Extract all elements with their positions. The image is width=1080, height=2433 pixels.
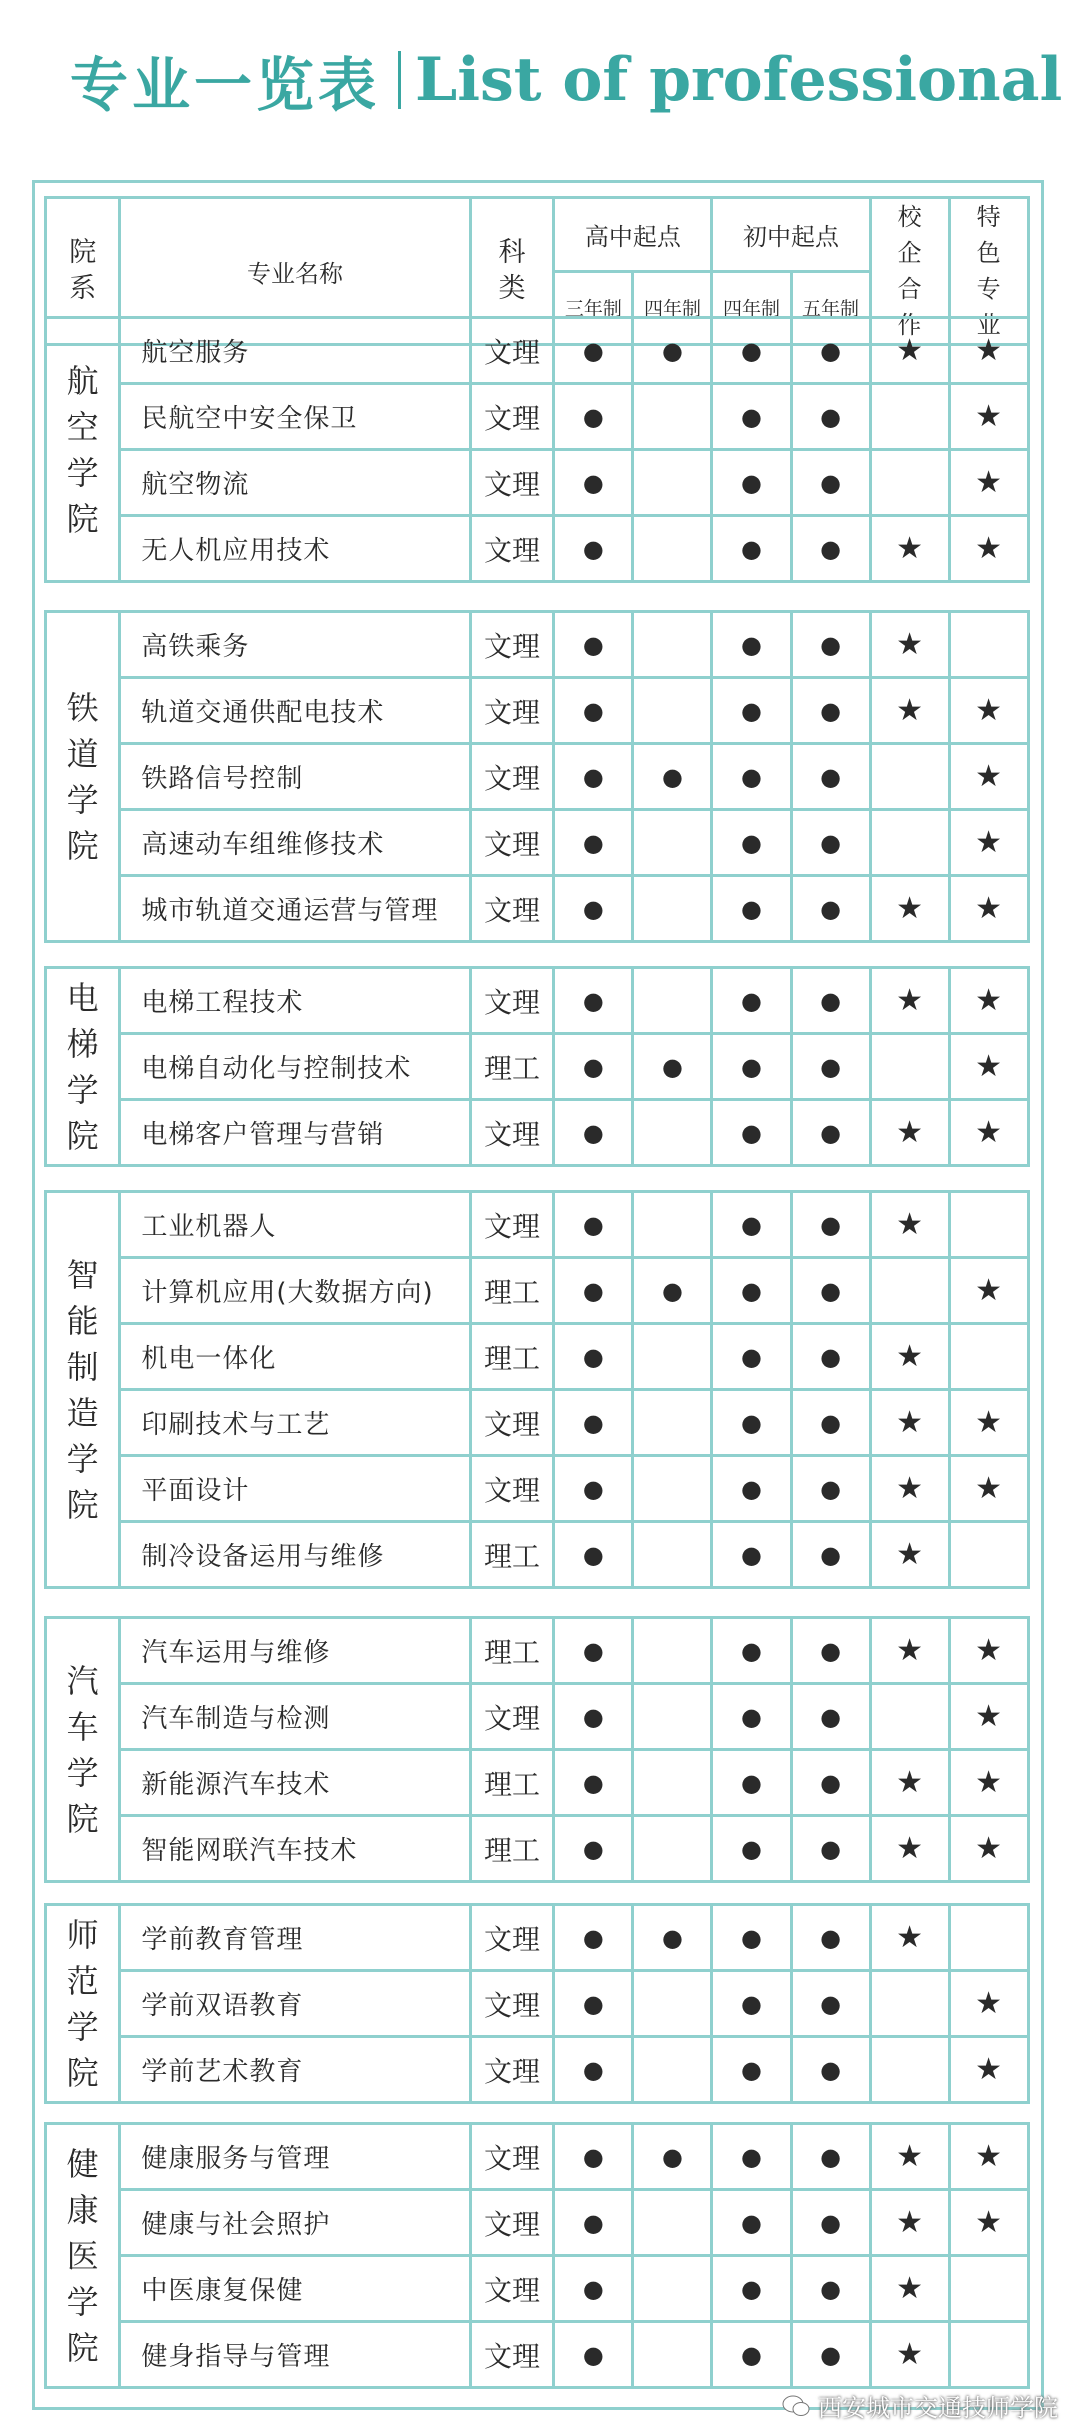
hs-three-year-dot-icon: ●: [554, 1618, 633, 1684]
hs-four-year-empty: [633, 1324, 712, 1390]
jh-five-year-dot-icon: ●: [791, 1324, 870, 1390]
table-row: [46, 876, 1029, 942]
hs-three-year-dot-icon: ●: [554, 1971, 633, 2037]
jh-four-year-dot-icon: ●: [712, 2037, 791, 2103]
jh-five-year-dot-icon: ●: [791, 968, 870, 1034]
table-row: [46, 1750, 1029, 1816]
jh-four-year-dot-icon: ●: [712, 2322, 791, 2388]
major-type: 文理: [470, 2124, 554, 2190]
table-row: [46, 516, 1029, 582]
jh-four-year-dot-icon: ●: [712, 384, 791, 450]
coop-empty: [870, 810, 949, 876]
hs-three-year-dot-icon: ●: [554, 450, 633, 516]
major-name: 计算机应用(大数据方向): [120, 1258, 470, 1324]
major-name: 健身指导与管理: [120, 2322, 470, 2388]
major-type: 文理: [470, 450, 554, 516]
coop-empty: [870, 1684, 949, 1750]
coop-star-icon: ★: [870, 1456, 949, 1522]
jh-four-year-dot-icon: ●: [712, 1100, 791, 1166]
hs-three-year-dot-icon: ●: [554, 1456, 633, 1522]
hs-three-year-dot-icon: ●: [554, 876, 633, 942]
major-type: 文理: [470, 1100, 554, 1166]
major-name: 航空物流: [120, 450, 470, 516]
coop-star-icon: ★: [870, 1750, 949, 1816]
coop-star-icon: ★: [870, 612, 949, 678]
jh-five-year-dot-icon: ●: [791, 516, 870, 582]
hs-four-year-empty: [633, 2190, 712, 2256]
hs-three-year-dot-icon: ●: [554, 2124, 633, 2190]
hs-four-year-dot-icon: ●: [633, 318, 712, 384]
table-row: [46, 1971, 1029, 2037]
hs-three-year-dot-icon: ●: [554, 744, 633, 810]
hs-three-year-dot-icon: ●: [554, 968, 633, 1034]
jh-five-year-dot-icon: ●: [791, 1034, 870, 1100]
jh-five-year-dot-icon: ●: [791, 678, 870, 744]
hs-three-year-dot-icon: ●: [554, 1324, 633, 1390]
table-row: [46, 1684, 1029, 1750]
jh-five-year-dot-icon: ●: [791, 1456, 870, 1522]
hs-three-year-dot-icon: ●: [554, 2322, 633, 2388]
table-row: [46, 318, 1029, 384]
feature-star-icon: ★: [949, 318, 1028, 384]
major-type: 文理: [470, 968, 554, 1034]
table-row: [46, 1522, 1029, 1588]
hs-three-year-dot-icon: ●: [554, 1905, 633, 1971]
coop-star-icon: ★: [870, 1192, 949, 1258]
major-name: 民航空中安全保卫: [120, 384, 470, 450]
college-name: 智能制造学院: [46, 1192, 120, 1588]
hs-three-year-dot-icon: ●: [554, 612, 633, 678]
college-name: 铁道学院: [46, 612, 120, 942]
hs-three-year-dot-icon: ●: [554, 1816, 633, 1882]
coop-star-icon: ★: [870, 968, 949, 1034]
hs-three-year-dot-icon: ●: [554, 1192, 633, 1258]
feature-star-icon: ★: [949, 1456, 1028, 1522]
major-name: 城市轨道交通运营与管理: [120, 876, 470, 942]
table-row: [46, 2124, 1029, 2190]
major-type: 文理: [470, 1684, 554, 1750]
jh-four-year-dot-icon: ●: [712, 516, 791, 582]
major-type: 文理: [470, 384, 554, 450]
feature-star-icon: ★: [949, 2037, 1028, 2103]
hs-three-year-dot-icon: ●: [554, 810, 633, 876]
jh-four-year-dot-icon: ●: [712, 1324, 791, 1390]
title-divider: [398, 51, 401, 109]
major-type: 理工: [470, 1816, 554, 1882]
college-name: 航空学院: [46, 318, 120, 582]
jh-four-year-dot-icon: ●: [712, 1456, 791, 1522]
header-high-school-start: 高中起点: [554, 198, 712, 272]
jh-four-year-dot-icon: ●: [712, 1618, 791, 1684]
jh-five-year-dot-icon: ●: [791, 1684, 870, 1750]
hs-four-year-empty: [633, 1456, 712, 1522]
coop-star-icon: ★: [870, 2124, 949, 2190]
header-coop: 校企合作: [870, 198, 949, 345]
table-row: [46, 384, 1029, 450]
coop-empty: [870, 1258, 949, 1324]
college-table: [44, 1903, 1030, 2104]
table-row: [46, 1618, 1029, 1684]
major-name: 健康与社会照护: [120, 2190, 470, 2256]
hs-four-year-empty: [633, 516, 712, 582]
feature-star-icon: ★: [949, 1618, 1028, 1684]
jh-five-year-dot-icon: ●: [791, 2256, 870, 2322]
hs-four-year-dot-icon: ●: [633, 744, 712, 810]
table-row: [46, 678, 1029, 744]
major-name: 学前教育管理: [120, 1905, 470, 1971]
major-type: 文理: [470, 516, 554, 582]
major-type: 文理: [470, 2037, 554, 2103]
watermark-text: 西安城市交通技师学院: [818, 2394, 1058, 2422]
college-table: [44, 2122, 1030, 2389]
hs-four-year-empty: [633, 2322, 712, 2388]
table-row: [46, 810, 1029, 876]
feature-star-icon: ★: [949, 2190, 1028, 2256]
jh-five-year-dot-icon: ●: [791, 1618, 870, 1684]
major-name: 印刷技术与工艺: [120, 1390, 470, 1456]
table-row: [46, 1034, 1029, 1100]
hs-four-year-empty: [633, 384, 712, 450]
feature-star-icon: ★: [949, 1750, 1028, 1816]
major-type: 文理: [470, 1390, 554, 1456]
coop-star-icon: ★: [870, 1816, 949, 1882]
major-name: 汽车运用与维修: [120, 1618, 470, 1684]
hs-three-year-dot-icon: ●: [554, 1522, 633, 1588]
jh-five-year-dot-icon: ●: [791, 1390, 870, 1456]
feature-star-icon: ★: [949, 678, 1028, 744]
college-table: [44, 610, 1030, 943]
hs-four-year-empty: [633, 968, 712, 1034]
coop-star-icon: ★: [870, 2256, 949, 2322]
jh-five-year-dot-icon: ●: [791, 1816, 870, 1882]
jh-four-year-dot-icon: ●: [712, 1816, 791, 1882]
table-row: [46, 2256, 1029, 2322]
jh-four-year-dot-icon: ●: [712, 1034, 791, 1100]
hs-four-year-empty: [633, 1192, 712, 1258]
hs-three-year-dot-icon: ●: [554, 1258, 633, 1324]
feature-empty: [949, 612, 1028, 678]
feature-star-icon: ★: [949, 968, 1028, 1034]
table-row: [46, 2190, 1029, 2256]
coop-star-icon: ★: [870, 2322, 949, 2388]
major-name: 中医康复保健: [120, 2256, 470, 2322]
major-type: 理工: [470, 1034, 554, 1100]
coop-star-icon: ★: [870, 1905, 949, 1971]
hs-three-year-dot-icon: ●: [554, 1390, 633, 1456]
feature-star-icon: ★: [949, 1390, 1028, 1456]
coop-empty: [870, 744, 949, 810]
feature-empty: [949, 1905, 1028, 1971]
coop-star-icon: ★: [870, 516, 949, 582]
hs-three-year-dot-icon: ●: [554, 318, 633, 384]
jh-five-year-dot-icon: ●: [791, 1522, 870, 1588]
jh-five-year-dot-icon: ●: [791, 318, 870, 384]
header-junior-high-start: 初中起点: [712, 198, 870, 272]
jh-four-year-dot-icon: ●: [712, 450, 791, 516]
major-name: 学前双语教育: [120, 1971, 470, 2037]
jh-five-year-dot-icon: ●: [791, 810, 870, 876]
table-row: [46, 612, 1029, 678]
hs-three-year-dot-icon: ●: [554, 2190, 633, 2256]
feature-star-icon: ★: [949, 516, 1028, 582]
jh-five-year-dot-icon: ●: [791, 1905, 870, 1971]
hs-four-year-empty: [633, 1522, 712, 1588]
jh-four-year-dot-icon: ●: [712, 612, 791, 678]
major-type: 理工: [470, 1618, 554, 1684]
jh-four-year-dot-icon: ●: [712, 1522, 791, 1588]
major-type: 文理: [470, 876, 554, 942]
coop-star-icon: ★: [870, 2190, 949, 2256]
jh-five-year-dot-icon: ●: [791, 744, 870, 810]
jh-five-year-dot-icon: ●: [791, 384, 870, 450]
header-major: 专业名称: [120, 198, 470, 345]
feature-star-icon: ★: [949, 1971, 1028, 2037]
feature-star-icon: ★: [949, 744, 1028, 810]
major-name: 机电一体化: [120, 1324, 470, 1390]
jh-four-year-dot-icon: ●: [712, 318, 791, 384]
jh-five-year-dot-icon: ●: [791, 1192, 870, 1258]
college-table: [44, 966, 1030, 1167]
table-row: [46, 1100, 1029, 1166]
major-name: 电梯客户管理与营销: [120, 1100, 470, 1166]
hs-four-year-empty: [633, 2256, 712, 2322]
jh-four-year-dot-icon: ●: [712, 810, 791, 876]
header-feature: 特色专业: [949, 198, 1028, 345]
major-type: 理工: [470, 1324, 554, 1390]
hs-three-year-dot-icon: ●: [554, 1034, 633, 1100]
major-type: 理工: [470, 1522, 554, 1588]
hs-four-year-empty: [633, 1618, 712, 1684]
feature-empty: [949, 2322, 1028, 2388]
title-english: List of professional: [415, 45, 1063, 115]
coop-star-icon: ★: [870, 1390, 949, 1456]
major-name: 高铁乘务: [120, 612, 470, 678]
major-type: 文理: [470, 810, 554, 876]
coop-star-icon: ★: [870, 678, 949, 744]
coop-star-icon: ★: [870, 1522, 949, 1588]
table-row: [46, 1905, 1029, 1971]
jh-five-year-dot-icon: ●: [791, 612, 870, 678]
major-type: 理工: [470, 1750, 554, 1816]
major-name: 工业机器人: [120, 1192, 470, 1258]
feature-star-icon: ★: [949, 1100, 1028, 1166]
hs-four-year-dot-icon: ●: [633, 2124, 712, 2190]
major-name: 汽车制造与检测: [120, 1684, 470, 1750]
major-type: 文理: [470, 1456, 554, 1522]
major-name: 电梯自动化与控制技术: [120, 1034, 470, 1100]
table-row: [46, 1816, 1029, 1882]
hs-three-year-dot-icon: ●: [554, 516, 633, 582]
header-four-year: 四年制: [633, 271, 712, 345]
hs-four-year-empty: [633, 876, 712, 942]
hs-three-year-dot-icon: ●: [554, 2256, 633, 2322]
jh-four-year-dot-icon: ●: [712, 1971, 791, 2037]
major-type: 文理: [470, 678, 554, 744]
hs-three-year-dot-icon: ●: [554, 1684, 633, 1750]
feature-star-icon: ★: [949, 1034, 1028, 1100]
major-name: 高速动车组维修技术: [120, 810, 470, 876]
coop-star-icon: ★: [870, 1324, 949, 1390]
major-type: 文理: [470, 2256, 554, 2322]
major-name: 学前艺术教育: [120, 2037, 470, 2103]
feature-star-icon: ★: [949, 2124, 1028, 2190]
coop-empty: [870, 2037, 949, 2103]
coop-empty: [870, 450, 949, 516]
title-chinese: 专业一览表: [70, 51, 381, 119]
major-type: 文理: [470, 1905, 554, 1971]
jh-four-year-dot-icon: ●: [712, 2124, 791, 2190]
college-table: [44, 1616, 1030, 1883]
jh-four-year-dot-icon: ●: [712, 2190, 791, 2256]
jh-four-year-dot-icon: ●: [712, 1905, 791, 1971]
major-type: 文理: [470, 2322, 554, 2388]
college-name: 汽车学院: [46, 1618, 120, 1882]
major-type: 文理: [470, 612, 554, 678]
college-name: 健康医学院: [46, 2124, 120, 2388]
jh-four-year-dot-icon: ●: [712, 968, 791, 1034]
major-type: 文理: [470, 318, 554, 384]
coop-empty: [870, 1971, 949, 2037]
major-name: 制冷设备运用与维修: [120, 1522, 470, 1588]
hs-three-year-dot-icon: ●: [554, 1100, 633, 1166]
coop-star-icon: ★: [870, 1618, 949, 1684]
jh-five-year-dot-icon: ●: [791, 1100, 870, 1166]
jh-four-year-dot-icon: ●: [712, 1258, 791, 1324]
college-table: [44, 1190, 1030, 1589]
table-row: [46, 2037, 1029, 2103]
jh-five-year-dot-icon: ●: [791, 876, 870, 942]
feature-star-icon: ★: [949, 876, 1028, 942]
major-type: 文理: [470, 744, 554, 810]
hs-four-year-dot-icon: ●: [633, 1905, 712, 1971]
hs-four-year-dot-icon: ●: [633, 1034, 712, 1100]
major-type: 文理: [470, 2190, 554, 2256]
feature-star-icon: ★: [949, 1816, 1028, 1882]
jh-four-year-dot-icon: ●: [712, 2256, 791, 2322]
feature-empty: [949, 2256, 1028, 2322]
jh-four-year-dot-icon: ●: [712, 1192, 791, 1258]
major-name: 电梯工程技术: [120, 968, 470, 1034]
header-type: 科类: [470, 198, 554, 345]
table-row: [46, 1192, 1029, 1258]
college-name: 师范学院: [46, 1905, 120, 2103]
hs-four-year-empty: [633, 1816, 712, 1882]
jh-four-year-dot-icon: ●: [712, 876, 791, 942]
jh-four-year-dot-icon: ●: [712, 1390, 791, 1456]
major-type: 文理: [470, 1971, 554, 2037]
hs-four-year-empty: [633, 450, 712, 516]
header-five-year: 五年制: [791, 271, 870, 345]
feature-empty: [949, 1192, 1028, 1258]
table-row: [46, 968, 1029, 1034]
hs-four-year-empty: [633, 1100, 712, 1166]
jh-five-year-dot-icon: ●: [791, 450, 870, 516]
jh-four-year-dot-icon: ●: [712, 744, 791, 810]
table-row: [46, 1324, 1029, 1390]
feature-empty: [949, 1324, 1028, 1390]
feature-empty: [949, 1522, 1028, 1588]
table-row: [46, 1456, 1029, 1522]
wechat-icon: [782, 2395, 810, 2417]
table-row: [46, 450, 1029, 516]
hs-four-year-empty: [633, 678, 712, 744]
table-row: [46, 1390, 1029, 1456]
hs-three-year-dot-icon: ●: [554, 2037, 633, 2103]
jh-five-year-dot-icon: ●: [791, 1258, 870, 1324]
jh-four-year-dot-icon: ●: [712, 1684, 791, 1750]
header-college: 院系: [46, 198, 120, 345]
jh-five-year-dot-icon: ●: [791, 2190, 870, 2256]
major-name: 智能网联汽车技术: [120, 1816, 470, 1882]
jh-five-year-dot-icon: ●: [791, 2322, 870, 2388]
table-row: [46, 744, 1029, 810]
feature-star-icon: ★: [949, 384, 1028, 450]
college-name: 电梯学院: [46, 968, 120, 1166]
header-four-year-junior: 四年制: [712, 271, 791, 345]
coop-empty: [870, 1034, 949, 1100]
header-three-year: 三年制: [554, 271, 633, 345]
hs-four-year-empty: [633, 810, 712, 876]
page-title: [70, 40, 1062, 120]
coop-star-icon: ★: [870, 876, 949, 942]
college-table: [44, 316, 1030, 583]
major-type: 理工: [470, 1258, 554, 1324]
hs-four-year-empty: [633, 1971, 712, 2037]
jh-five-year-dot-icon: ●: [791, 2124, 870, 2190]
coop-empty: [870, 384, 949, 450]
coop-star-icon: ★: [870, 318, 949, 384]
hs-four-year-empty: [633, 1750, 712, 1816]
jh-five-year-dot-icon: ●: [791, 1750, 870, 1816]
hs-three-year-dot-icon: ●: [554, 384, 633, 450]
hs-four-year-empty: [633, 1684, 712, 1750]
hs-three-year-dot-icon: ●: [554, 678, 633, 744]
major-name: 健康服务与管理: [120, 2124, 470, 2190]
major-name: 无人机应用技术: [120, 516, 470, 582]
major-name: 铁路信号控制: [120, 744, 470, 810]
hs-four-year-empty: [633, 2037, 712, 2103]
table-row: [46, 1258, 1029, 1324]
hs-four-year-dot-icon: ●: [633, 1258, 712, 1324]
jh-five-year-dot-icon: ●: [791, 2037, 870, 2103]
jh-four-year-dot-icon: ●: [712, 678, 791, 744]
major-name: 航空服务: [120, 318, 470, 384]
jh-four-year-dot-icon: ●: [712, 1750, 791, 1816]
feature-star-icon: ★: [949, 1258, 1028, 1324]
feature-star-icon: ★: [949, 810, 1028, 876]
major-type: 文理: [470, 1192, 554, 1258]
hs-four-year-empty: [633, 1390, 712, 1456]
feature-star-icon: ★: [949, 1684, 1028, 1750]
hs-three-year-dot-icon: ●: [554, 1750, 633, 1816]
major-name: 平面设计: [120, 1456, 470, 1522]
table-row: [46, 2322, 1029, 2388]
coop-star-icon: ★: [870, 1100, 949, 1166]
hs-four-year-empty: [633, 612, 712, 678]
major-name: 新能源汽车技术: [120, 1750, 470, 1816]
watermark: [782, 2388, 1058, 2423]
major-name: 轨道交通供配电技术: [120, 678, 470, 744]
feature-star-icon: ★: [949, 450, 1028, 516]
jh-five-year-dot-icon: ●: [791, 1971, 870, 2037]
